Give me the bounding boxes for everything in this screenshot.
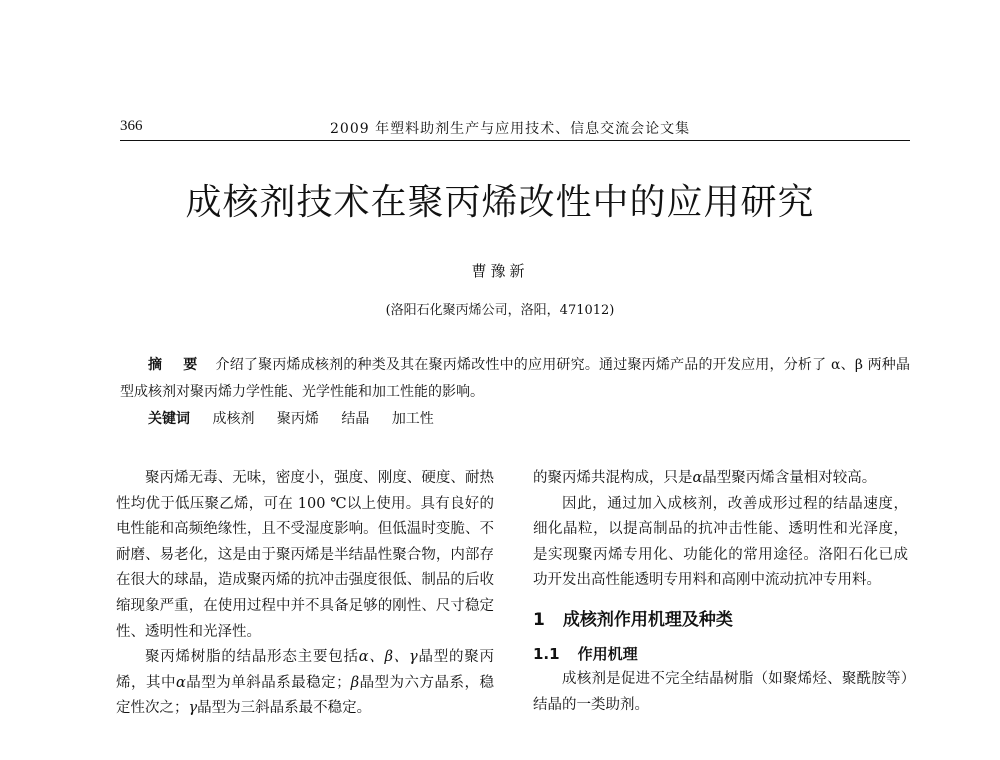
page-header [120,118,910,142]
body-paragraph: 成核剂是促进不完全结晶树脂（如聚烯烃、聚酰胺等）结晶的一类助剂。 [533,671,908,713]
text-run: 晶型为六方晶系，稳定性次之； [116,674,495,717]
subsection-title: 作用机理 [577,644,638,663]
greek-symbol: γ [188,700,198,717]
greek-symbol: α [175,674,186,691]
subsection-heading [533,642,908,668]
page-number: 366 [120,118,143,134]
abstract-text: 介绍了聚丙烯成核剂的种类及其在聚丙烯改性中的应用研究。通过聚丙烯产品的开发应用，分析了 α、β 两种晶型成核剂对聚丙烯力学性能、光学性能和加工性能的影响。 [120,357,911,400]
text-run: 的聚丙烯共混构成，只是 [533,470,693,486]
text-run: 晶型为单斜晶系最稳定； [185,674,351,691]
keyword-item: 加工性 [391,411,434,427]
article-title: 成核剂技术在聚丙烯改性中的应用研究 [185,182,815,223]
greek-symbol: β [350,674,360,691]
keyword-item: 聚丙烯 [276,411,319,427]
author-name: 曹豫新 [471,262,529,280]
body-paragraph: 聚丙烯无毒、无味，密度小，强度、刚度、硬度、耐热性均优于低压聚乙烯，可在 100 ℃以上使用。具有良好的电性能和高频绝缘性，且不受湿度影响。但低温时变脆、不耐磨、易老化，这是由于聚丙烯是半结晶性聚合物，内部存在很大的球晶，造成聚丙烯的抗冲击强度很低、制品的后收缩现象严重，在使用过程中并不具备足够的刚性、尺寸稳定性、透明性和光泽性。 [116,470,494,640]
abstract [120,352,910,406]
running-title: 2009 年塑料助剂生产与应用技术、信息交流会论文集 [330,121,691,137]
keyword-item: 结晶 [341,411,370,427]
section-heading [533,608,908,634]
body-paragraph: 因此，通过加入成核剂，改善成形过程的结晶速度，细化晶粒，以提高制品的抗冲击性能、透明性和光泽度，是实现聚丙烯专用化、功能化的常用途径。洛阳石化已成功开发出高性能透明专用料和高刚中流动抗冲专用料。 [533,495,908,589]
section-number: 1 [533,609,545,630]
abstract-label: 摘 要 [148,357,206,373]
body-paragraph [533,466,908,492]
greek-symbols: α、β、γ [358,649,418,666]
author-affiliation: (洛阳石化聚丙烯公司，洛阳，471012) [385,303,615,318]
text-run: 晶型为三斜晶系最不稳定。 [197,700,372,717]
body-column-left [116,466,494,722]
subsection-number: 1.1 [533,644,560,663]
text-run: 聚丙烯树脂的结晶形态主要包括 [145,649,359,666]
greek-symbol: α [692,470,703,486]
body-column-right [533,466,908,718]
text-run: 晶型的聚丙烯，其中 [116,649,495,691]
keyword-item: 成核剂 [212,411,255,427]
body-paragraph [116,645,494,722]
section-title: 成核剂作用机理及种类 [562,609,733,630]
header-rule [120,140,910,141]
keywords [148,408,452,428]
keywords-label: 关键词 [148,411,190,427]
text-run: 晶型聚丙烯含量相对较高。 [702,470,877,486]
